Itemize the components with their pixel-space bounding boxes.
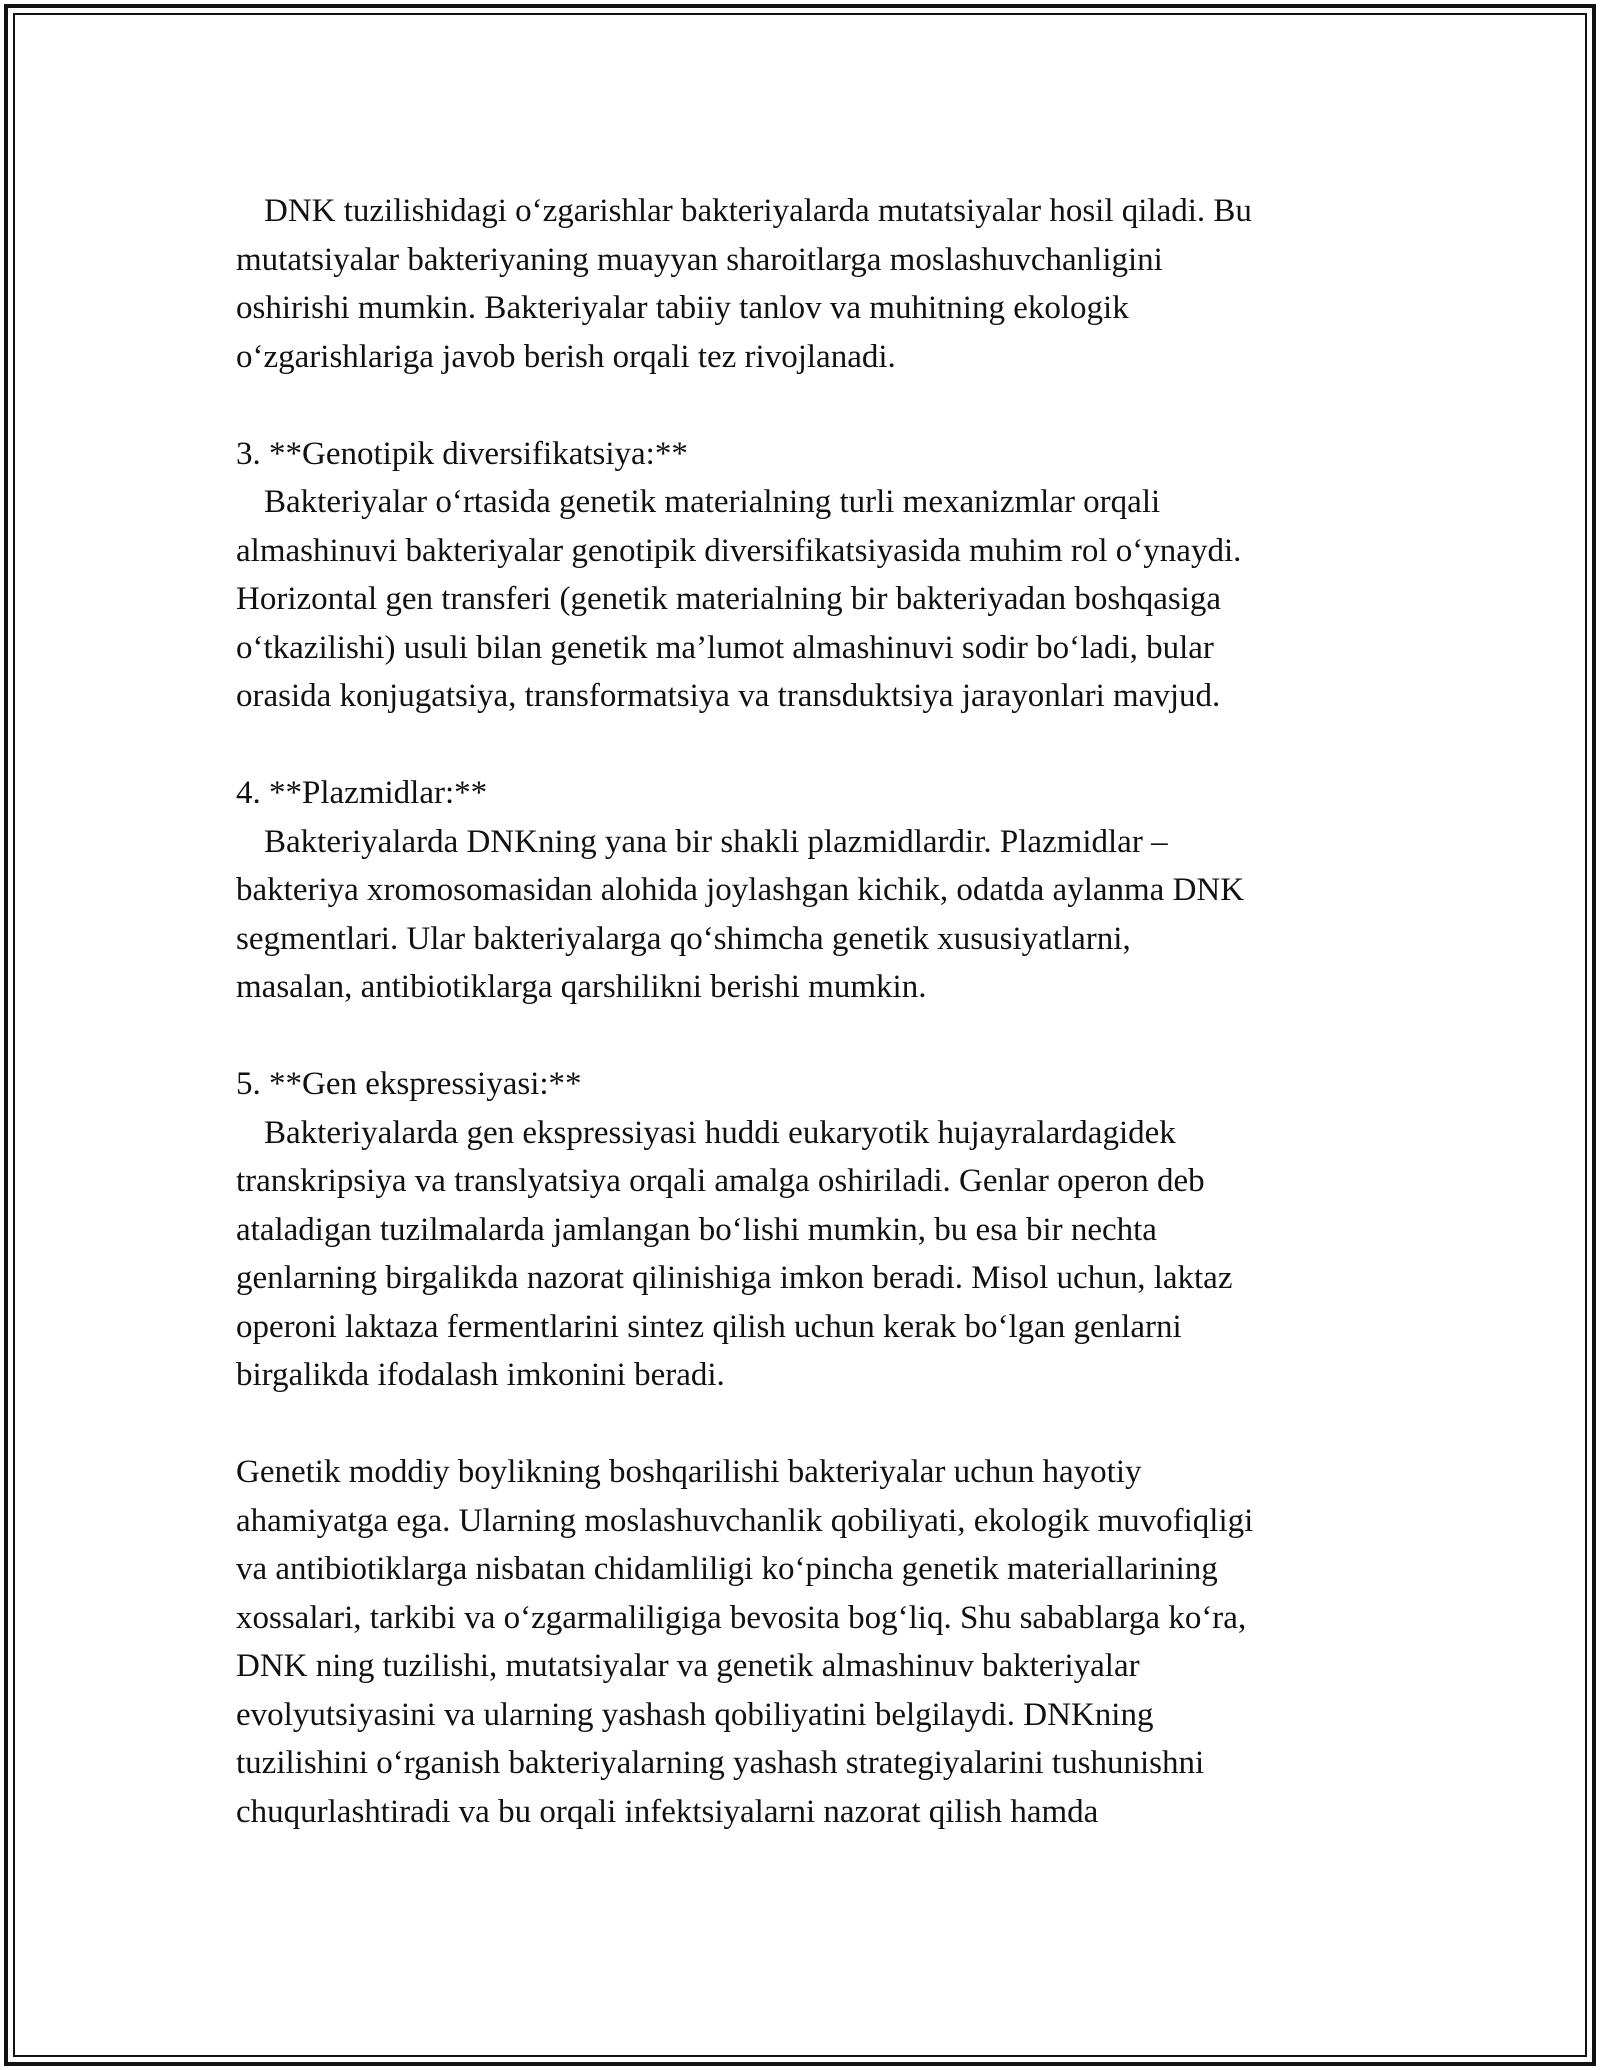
text-line: oshirishi mumkin. Bakteriyalar tabiiy tanlov va muhitning ekologik <box>236 290 1129 326</box>
text-line: o‘tkazilishi) usuli bilan genetik ma’lumot almashinuvi sodir bo‘ladi, bular <box>236 629 1214 666</box>
paragraph-gap <box>236 1012 1376 1061</box>
text-line: genlarning birgalikda nazorat qilinishiga imkon beradi. Misol uchun, laktaz <box>236 1260 1233 1296</box>
section-heading: 3. **Genotipik diversifikatsiya:** <box>236 435 688 472</box>
text-line: evolyutsiyasini va ularning yashash qobiliyatini belgilaydi. DNKning <box>236 1696 1154 1733</box>
section-heading: 4. **Plazmidlar:** <box>236 775 488 811</box>
text-line: transkripsiya va translyatsiya orqali amalga oshiriladi. Genlar operon deb <box>236 1163 1205 1199</box>
text-line: orasida konjugatsiya, transformatsiya va transduktsiya jarayonlari mavjud. <box>236 678 1221 714</box>
text-line: operoni laktaza fermentlarini sintez qilish uchun kerak bo‘lgan genlarni <box>236 1308 1182 1345</box>
paragraph-gap <box>236 1400 1376 1449</box>
text-line: masalan, antibiotiklarga qarshilikni berishi mumkin. <box>236 969 927 1005</box>
text-line: va antibiotiklarga nisbatan chidamliligi ko‘pincha genetik materiallarining <box>236 1551 1218 1587</box>
text-line: Genetik moddiy boylikning boshqarilishi bakteriyalar uchun hayotiy <box>236 1454 1142 1490</box>
text-line: xossalari, tarkibi va o‘zgarmaliligiga bevosita bog‘liq. Shu sabablarga ko‘ra, <box>236 1599 1247 1636</box>
text-line: Horizontal gen transferi (genetik materialning bir bakteriyadan boshqasiga <box>236 581 1222 617</box>
document-body <box>236 187 1376 1836</box>
text-line: tuzilishini o‘rganish bakteriyalarning yashash strategiyalarini tushunishni <box>236 1745 1205 1781</box>
text-line: Bakteriyalar o‘rtasida genetik materialning turli mexanizmlar orqali <box>264 484 1161 520</box>
text-line: ataladigan tuzilmalarda jamlangan bo‘lishi mumkin, bu esa bir nechta <box>236 1211 1157 1248</box>
paragraph-gap <box>236 381 1376 430</box>
paragraph-gap <box>236 721 1376 770</box>
text-line: birgalikda ifodalash imkonini beradi. <box>236 1357 725 1393</box>
text-line: o‘zgarishlariga javob berish orqali tez rivojlanadi. <box>236 338 896 375</box>
text-line: ahamiyatga ega. Ularning moslashuvchanlik qobiliyati, ekologik muvofiqligi <box>236 1502 1254 1539</box>
text-line: Bakteriyalarda DNKning yana bir shakli plazmidlardir. Plazmidlar – <box>264 823 1168 860</box>
text-line: almashinuvi bakteriyalar genotipik diversifikatsiyasida muhim rol o‘ynaydi. <box>236 532 1242 569</box>
text-line: Bakteriyalarda gen ekspressiyasi huddi eukaryotik hujayralardagidek <box>264 1114 1176 1151</box>
text-line: segmentlari. Ular bakteriyalarga qo‘shimcha genetik xususiyatlarni, <box>236 920 1131 957</box>
section-heading: 5. **Gen ekspressiyasi:** <box>236 1066 582 1102</box>
text-line: DNK tuzilishidagi o‘zgarishlar bakteriyalarda mutatsiyalar hosil qiladi. Bu <box>264 193 1252 229</box>
text-line: bakteriya xromosomasidan alohida joylashgan kichik, odatda aylanma DNK <box>236 872 1245 908</box>
text-line: mutatsiyalar bakteriyaning muayyan sharoitlarga moslashuvchanligini <box>236 241 1163 278</box>
text-line: DNK ning tuzilishi, mutatsiyalar va genetik almashinuv bakteriyalar <box>236 1648 1140 1684</box>
text-line: chuqurlashtiradi va bu orqali infektsiyalarni nazorat qilish hamda <box>236 1793 1099 1830</box>
